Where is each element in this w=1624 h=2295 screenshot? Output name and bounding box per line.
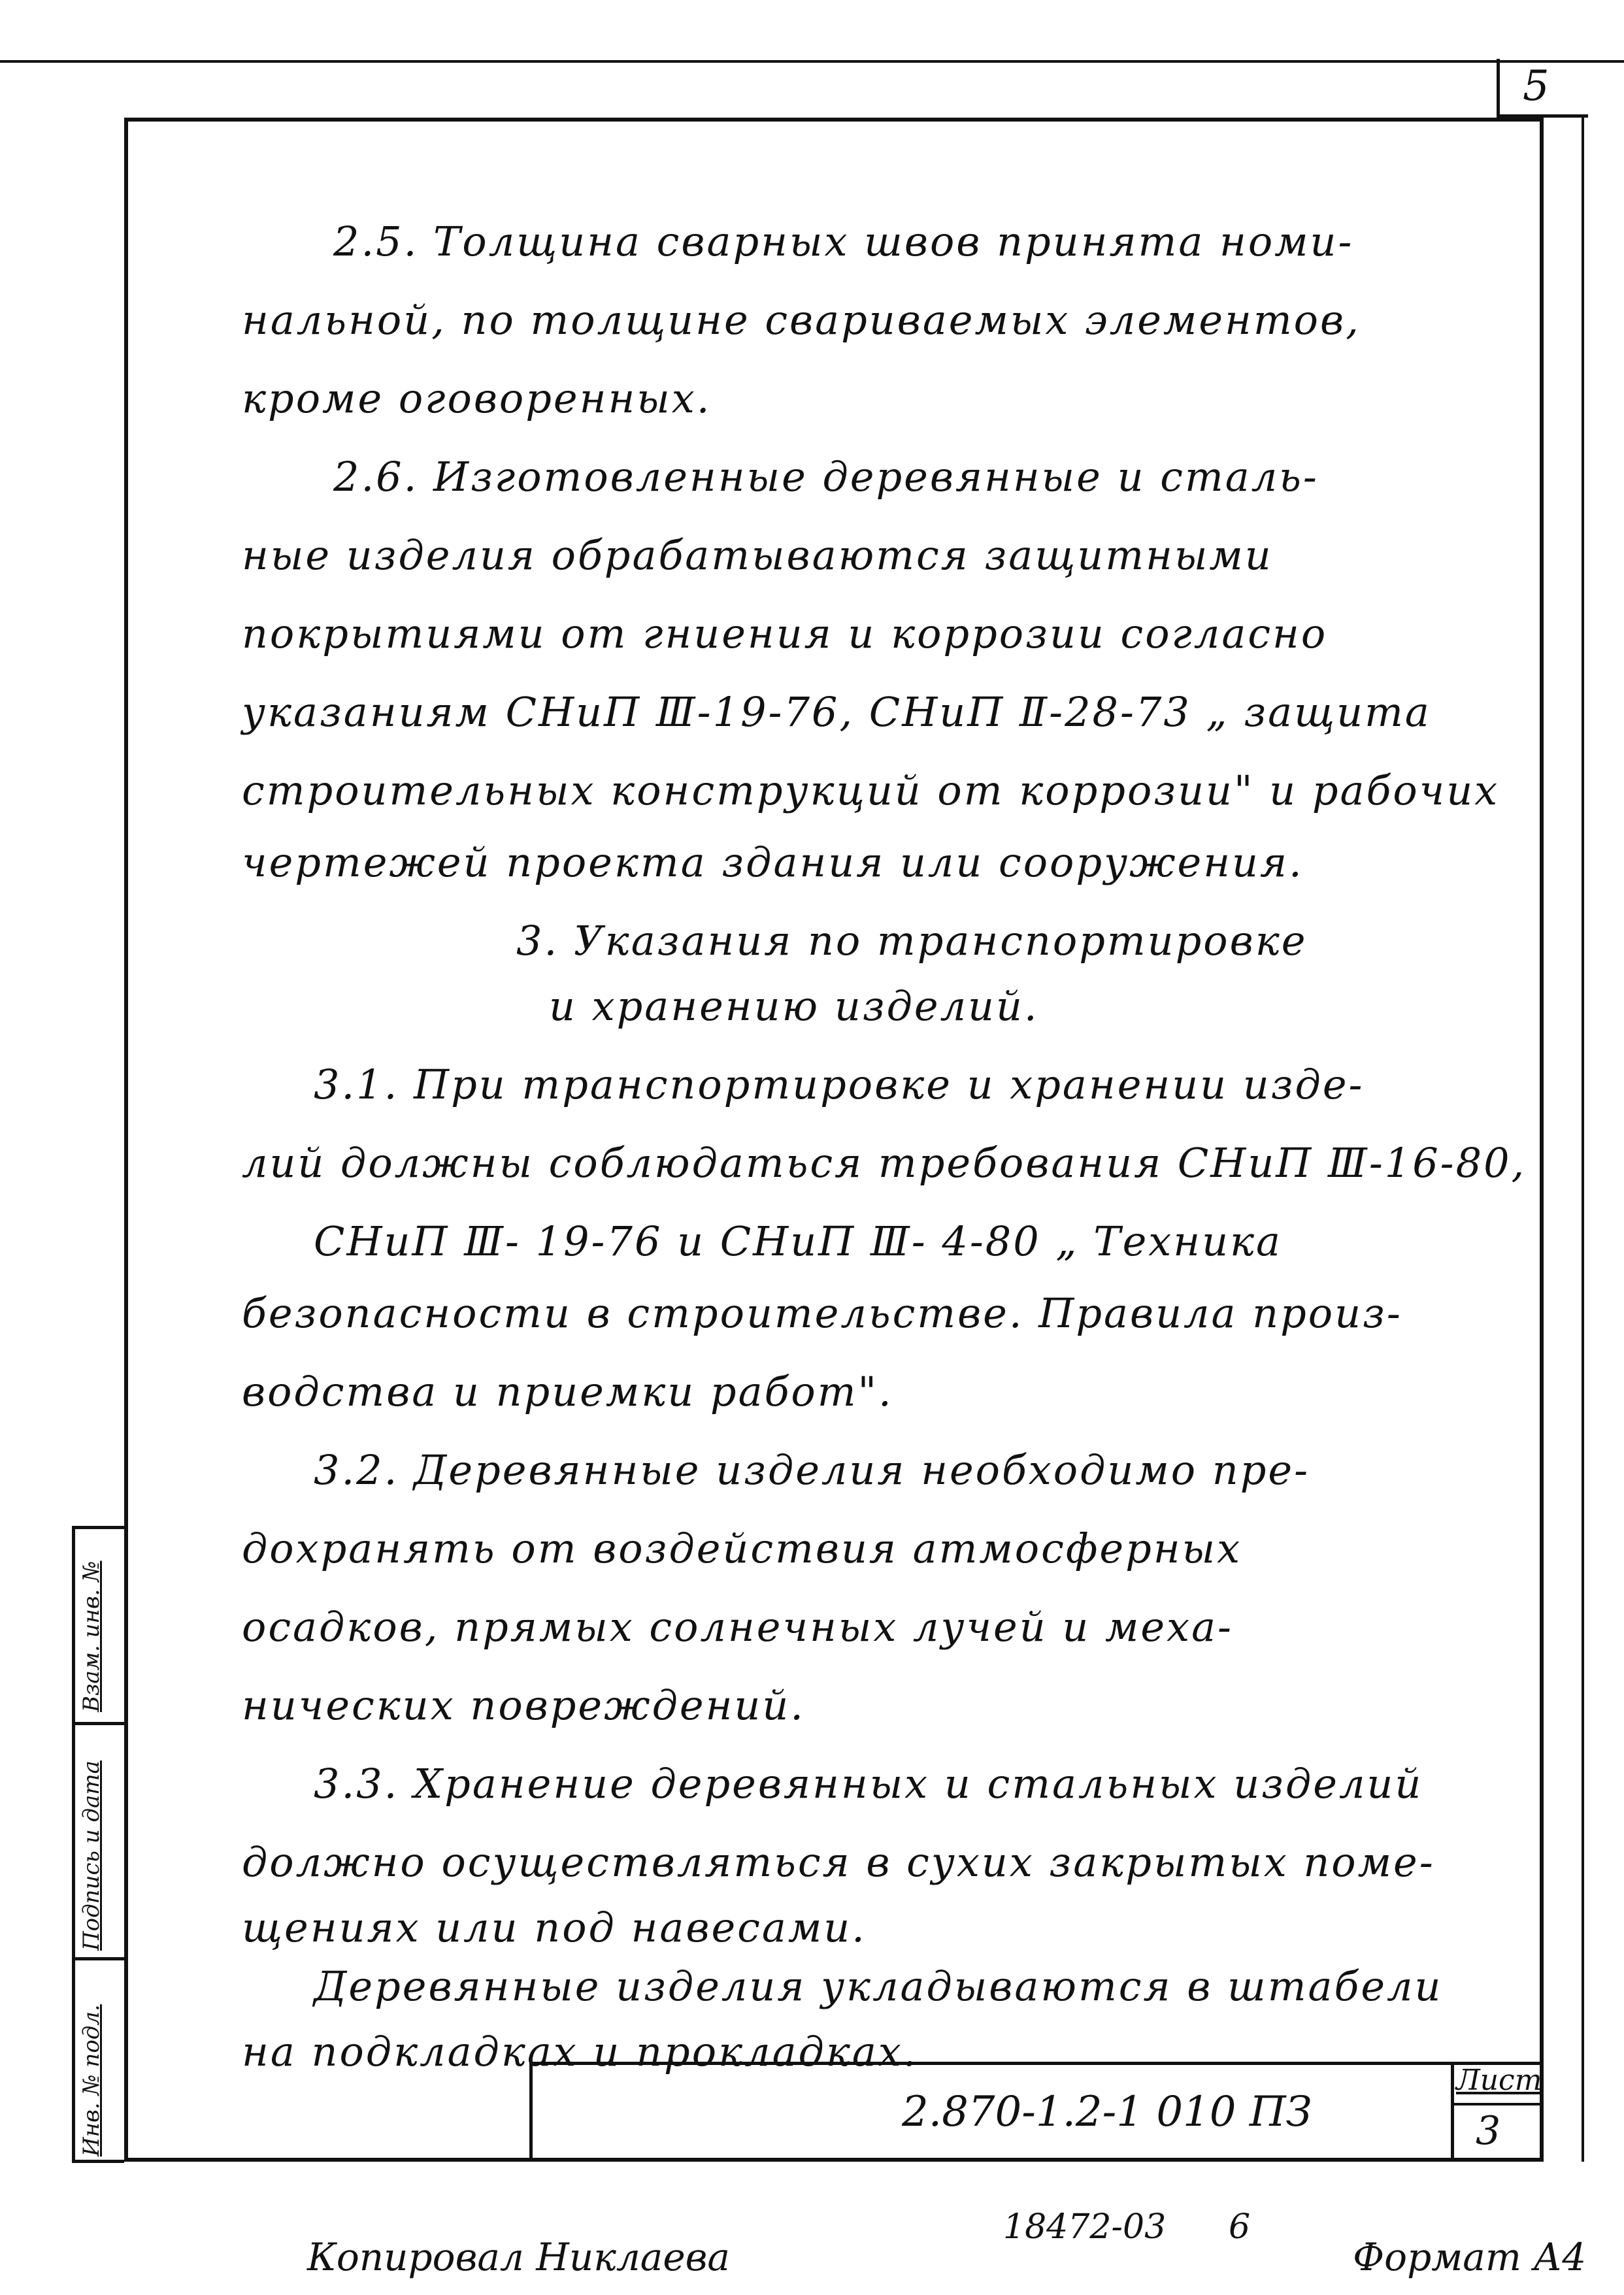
text-line: СНиП Ⅲ- 19-76 и СНиП Ⅲ- 4-80 „ Техника	[314, 1217, 1282, 1265]
text-line: 3.2. Деревянные изделия необходимо пре-	[314, 1446, 1310, 1494]
footer-order-no: 18472-03	[1003, 2207, 1167, 2247]
footer-copy-count: 6	[1229, 2207, 1251, 2247]
text-line: лий должны соблюдаться требования СНиП Ⅲ-16-80,	[242, 1139, 1527, 1187]
text-line: водства и приемки работ".	[242, 1368, 893, 1415]
sheet-label: Лист	[1456, 2064, 1542, 2097]
side-label-sign-date: Подпись и дата	[78, 1760, 105, 1951]
footer-format: Формат А4	[1353, 2235, 1587, 2279]
text-line: покрытиями от гниения и коррозии согласно	[242, 610, 1328, 657]
text-line: безопасности в строительстве. Правила произ-	[242, 1289, 1402, 1337]
text-line: должно осуществляться в сухих закрытых поме-	[242, 1838, 1435, 1886]
text-line: 3.1. При транспортировке и хранении изде-	[314, 1061, 1365, 1108]
page-number: 5	[1523, 62, 1549, 110]
text-line: чертежей проекта здания или сооружения.	[242, 838, 1304, 886]
right-border-line	[1582, 118, 1584, 2162]
text-line: строительных конструкций от коррозии" и рабочих	[242, 767, 1500, 814]
side-label-replace-inv: Взам. инв. №	[78, 1560, 105, 1712]
side-stamp-separator	[72, 1722, 124, 1725]
text-line: 3.3. Хранение деревянных и стальных изделий	[314, 1760, 1423, 1808]
footer-copier: Копировал Никлаева	[307, 2235, 731, 2279]
text-line: кроме оговоренных.	[242, 374, 712, 422]
text-line: ные изделия обрабатываются защитными	[242, 531, 1273, 579]
text-line: осадков, прямых солнечных лучей и меха-	[242, 1603, 1233, 1651]
section-heading: 3. Указания по транспортировке	[516, 917, 1308, 965]
text-line: на подкладках и прокладках.	[242, 2028, 918, 2075]
text-line: дохранять от воздействия атмосферных	[242, 1525, 1242, 1572]
text-line: 2.5. Толщина сварных швов принята номи-	[333, 218, 1354, 265]
text-line: 2.6. Изготовленные деревянные и сталь-	[333, 453, 1319, 501]
section-heading: и хранению изделий.	[549, 982, 1039, 1030]
side-label-inv-no: Инв. № подл.	[78, 2004, 105, 2156]
sheet-number: 3	[1476, 2108, 1501, 2154]
text-line: Деревянные изделия укладываются в штабели	[314, 1962, 1443, 2010]
text-line: нальной, по толщине свариваемых элементов,	[242, 296, 1361, 344]
top-rule	[0, 60, 1624, 63]
sheet-cell-separator	[1451, 2103, 1544, 2105]
text-line: указаниям СНиП Ⅲ-19-76, СНиП Ⅱ-28-73 „ защита	[242, 688, 1431, 736]
document-code: 2.870-1.2-1 010 ПЗ	[902, 2088, 1312, 2136]
side-stamp-separator	[72, 1957, 124, 1960]
text-line: нических повреждений.	[242, 1681, 805, 1729]
text-line: щениях или под навесами.	[242, 1904, 867, 1951]
